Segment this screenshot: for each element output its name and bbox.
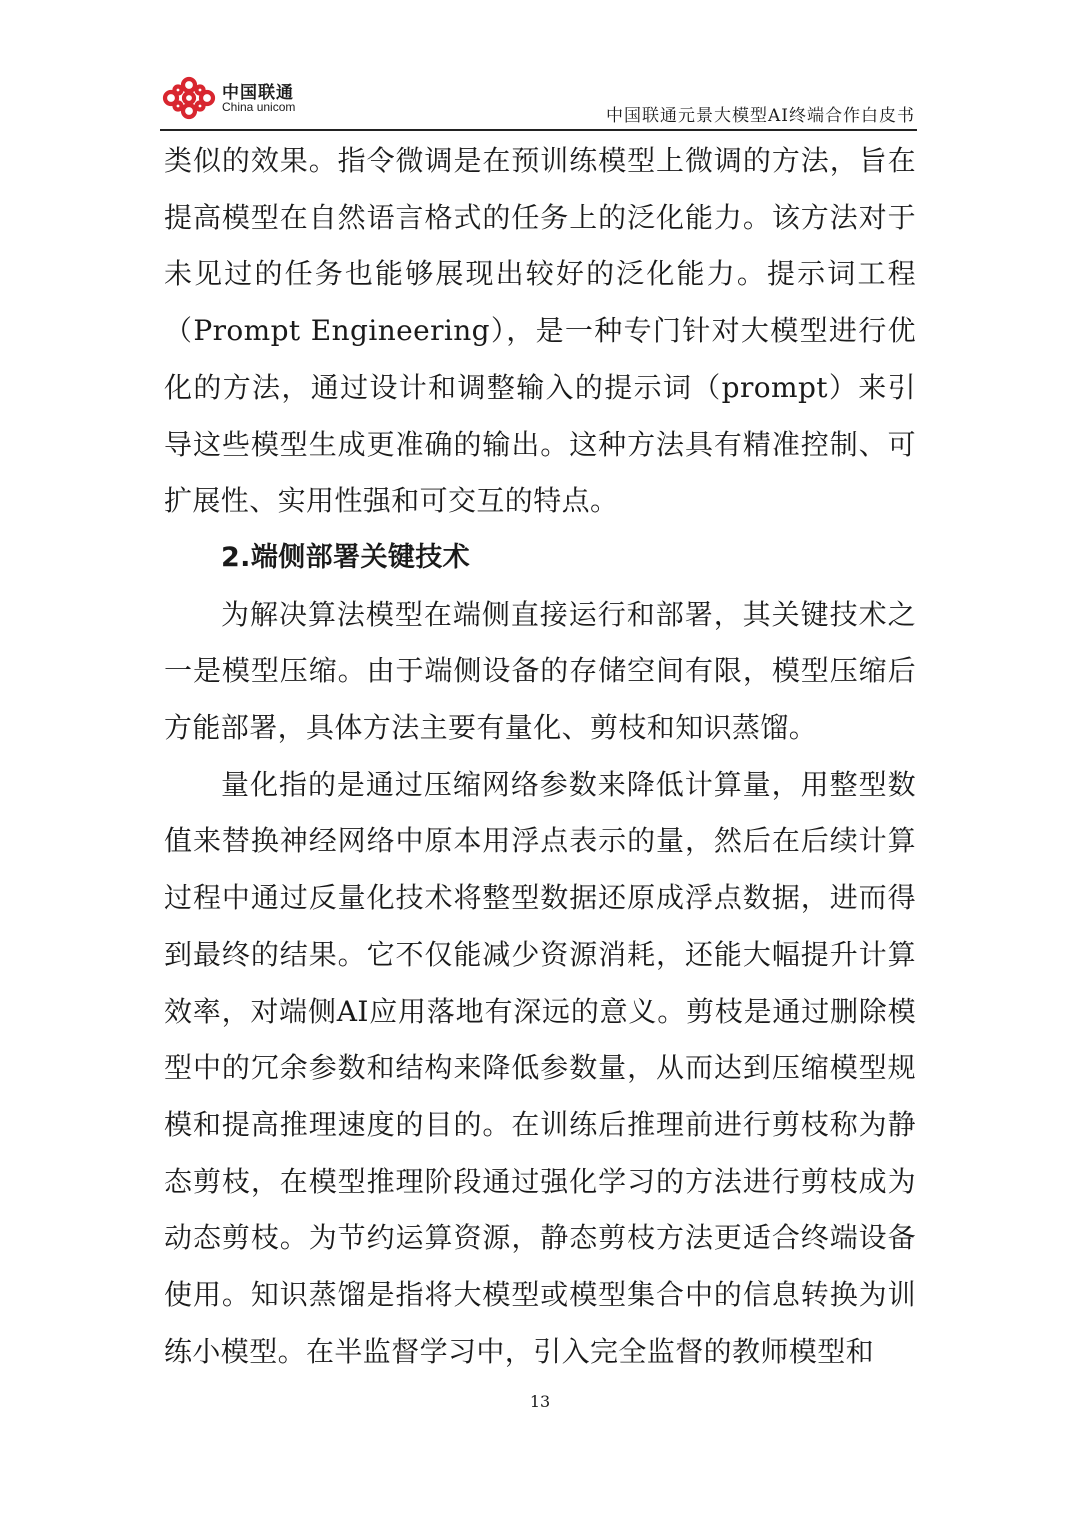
page-header xyxy=(0,0,1080,132)
unicom-knot-icon xyxy=(160,76,218,120)
paragraph: 量化指的是通过压缩网络参数来降低计算量，用整型数值来替换神经网络中原本用浮点表示的量，然后在后续计算过程中通过反量化技术将整型数据还原成浮点数据，进而得到最终的结果。它不仅能减少资源消耗，还能大幅提升计算效率，对端侧AI应用落地有深远的意义。剪枝是通过删除模型中的冗余参数和结构来降低参数量，从而达到压缩模型规模和提高推理速度的目的。在训练后推理前进行剪枝称为静态剪枝，在模型推理阶段通过强化学习的方法进行剪枝成为动态剪枝。为节约运算资源，静态剪枝方法更适合终端设备使用。知识蒸馏是指将大模型或模型集合中的信息转换为训练小模型。在半监督学习中，引入完全监督的教师模型和 xyxy=(164,767,916,1368)
page-body xyxy=(164,133,916,1380)
header-divider xyxy=(160,129,917,131)
section-heading: 2.端侧部署关键技术 xyxy=(221,541,471,573)
china-unicom-logo xyxy=(160,76,320,120)
document-title: 中国联通元景大模型AI终端合作白皮书 xyxy=(606,106,915,126)
logo-english-text: China unicom xyxy=(222,100,296,114)
page-number: 13 xyxy=(529,1392,551,1411)
paragraph: 类似的效果。指令微调是在预训练模型上微调的方法，旨在提高模型在自然语言格式的任务上的泛化能力。该方法对于未见过的任务也能够展现出较好的泛化能力。提示词工程（Prompt Engineering），是一种专门针对大模型进行优化的方法，通过设计和调整输入的提示词（prompt）来引导这些模型生成更准确的输出。这种方法具有精准控制、可扩展性、实用性强和可交互的特点。 xyxy=(164,144,916,518)
paragraph: 为解决算法模型在端侧直接运行和部署，其关键技术之一是模型压缩。由于端侧设备的存储空间有限，模型压缩后方能部署，具体方法主要有量化、剪枝和知识蒸馏。 xyxy=(164,597,916,745)
logo-chinese-text: 中国联通 xyxy=(222,83,294,103)
